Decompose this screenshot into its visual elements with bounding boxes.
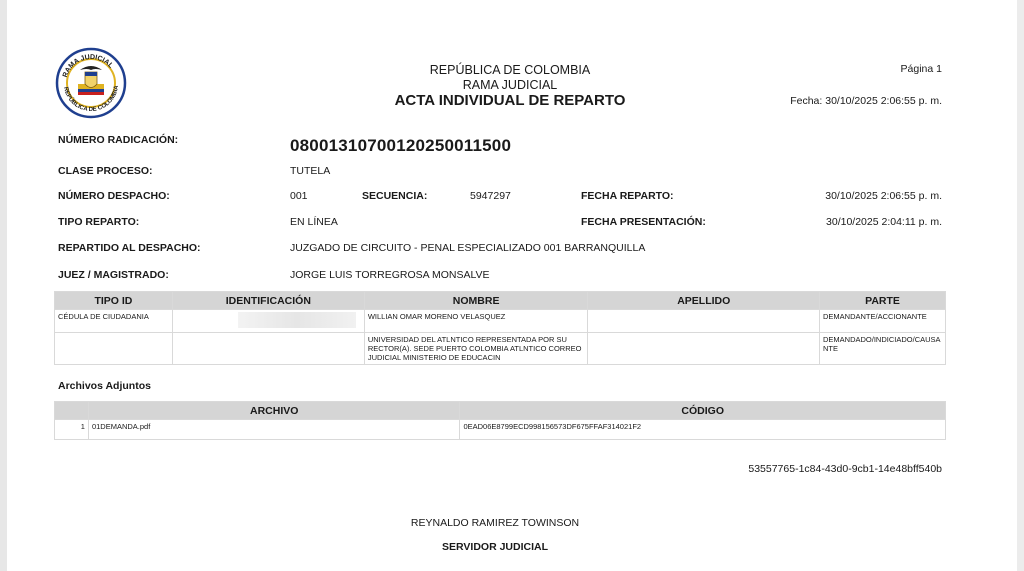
- col-header-index: [55, 402, 89, 420]
- col-header-apellido: APELLIDO: [588, 292, 820, 310]
- page-edge-right: [1017, 0, 1024, 571]
- clase-proceso-value: TUTELA: [290, 165, 331, 177]
- cell-apellido: [588, 310, 820, 333]
- col-header-parte: PARTE: [820, 292, 946, 310]
- clase-proceso-label: CLASE PROCESO:: [58, 165, 153, 177]
- cell-parte: DEMANDADO/INDICIADO/CAUSANTE: [820, 333, 946, 365]
- col-header-codigo: CÓDIGO: [460, 402, 946, 420]
- redacted-block: [238, 312, 356, 328]
- col-header-archivo: ARCHIVO: [88, 402, 460, 420]
- page-number: Página 1: [900, 63, 942, 75]
- header-branch: RAMA JUDICIAL: [462, 78, 558, 92]
- attachments-header-row: [55, 402, 946, 420]
- cell-identificacion: [172, 310, 364, 333]
- signature-role: SERVIDOR JUDICIAL: [442, 541, 548, 553]
- radicacion-label: NÚMERO RADICACIÓN:: [58, 134, 179, 146]
- attachments-title: Archivos Adjuntos: [58, 380, 151, 392]
- header-date: Fecha: 30/10/2025 2:06:55 p. m.: [790, 95, 942, 107]
- cell-tipo-id: [55, 333, 173, 365]
- fecha-reparto-value: 30/10/2025 2:06:55 p. m.: [825, 190, 942, 202]
- page-edge-left: [0, 0, 7, 571]
- table-row: [55, 420, 946, 440]
- cell-tipo-id: CÉDULA DE CIUDADANIA: [55, 310, 173, 333]
- tipo-reparto-value: EN LÍNEA: [290, 216, 338, 228]
- signature-name: REYNALDO RAMIREZ TOWINSON: [410, 517, 580, 529]
- numero-despacho-label: NÚMERO DESPACHO:: [58, 190, 170, 202]
- tipo-reparto-label: TIPO REPARTO:: [58, 216, 140, 228]
- parties-table: [54, 291, 946, 365]
- fecha-presentacion-label: FECHA PRESENTACIÓN:: [581, 216, 706, 228]
- seal-icon: [54, 46, 128, 120]
- cell-archivo[interactable]: 01DEMANDA.pdf: [88, 420, 460, 440]
- cell-nombre: WILLIAN OMAR MORENO VELASQUEZ: [364, 310, 588, 333]
- table-row: [55, 310, 946, 333]
- repartido-value: JUZGADO DE CIRCUITO - PENAL ESPECIALIZADO 001 BARRANQUILLA: [290, 242, 646, 254]
- table-row: [55, 333, 946, 365]
- fecha-reparto-label: FECHA REPARTO:: [581, 190, 674, 202]
- cell-nombre: UNIVERSIDAD DEL ATLNTICO REPRESENTADA POR SU RECTOR(A). SEDE PUERTO COLOMBIA ATLNTICO CORREO JUDICIAL MINISTERIO DE EDUCACIN: [364, 333, 588, 365]
- secuencia-label: SECUENCIA:: [362, 190, 428, 202]
- juez-value: JORGE LUIS TORREGROSA MONSALVE: [290, 269, 490, 281]
- repartido-label: REPARTIDO AL DESPACHO:: [58, 242, 201, 254]
- svg-text:RAMA JUDICIAL: RAMA JUDICIAL: [61, 53, 115, 79]
- parties-header-row: [55, 292, 946, 310]
- header-country: REPÚBLICA DE COLOMBIA: [429, 63, 591, 77]
- cell-parte: DEMANDANTE/ACCIONANTE: [820, 310, 946, 333]
- col-header-nombre: NOMBRE: [364, 292, 588, 310]
- secuencia-value: 5947297: [470, 190, 511, 202]
- col-header-identificacion: IDENTIFICACIÓN: [172, 292, 364, 310]
- fecha-presentacion-value: 30/10/2025 2:04:11 p. m.: [826, 216, 942, 228]
- rama-judicial-logo: [54, 46, 128, 120]
- col-header-tipo-id: TIPO ID: [55, 292, 173, 310]
- svg-text:REPÚBLICA DE COLOMBIA: REPÚBLICA DE COLOMBIA: [62, 85, 121, 114]
- cell-identificacion: [172, 333, 364, 365]
- cell-codigo: 0EAD06E8799ECD998156573DF675FFAF314021F2: [460, 420, 946, 440]
- attachments-table: [54, 401, 946, 440]
- document-title: ACTA INDIVIDUAL DE REPARTO: [394, 92, 626, 109]
- cell-apellido: [588, 333, 820, 365]
- radicacion-value: 08001310700120250011500: [290, 136, 512, 155]
- numero-despacho-value: 001: [290, 190, 308, 202]
- cell-index: 1: [55, 420, 89, 440]
- document-id: 53557765-1c84-43d0-9cb1-14e48bff540b: [748, 463, 942, 475]
- juez-label: JUEZ / MAGISTRADO:: [58, 269, 169, 281]
